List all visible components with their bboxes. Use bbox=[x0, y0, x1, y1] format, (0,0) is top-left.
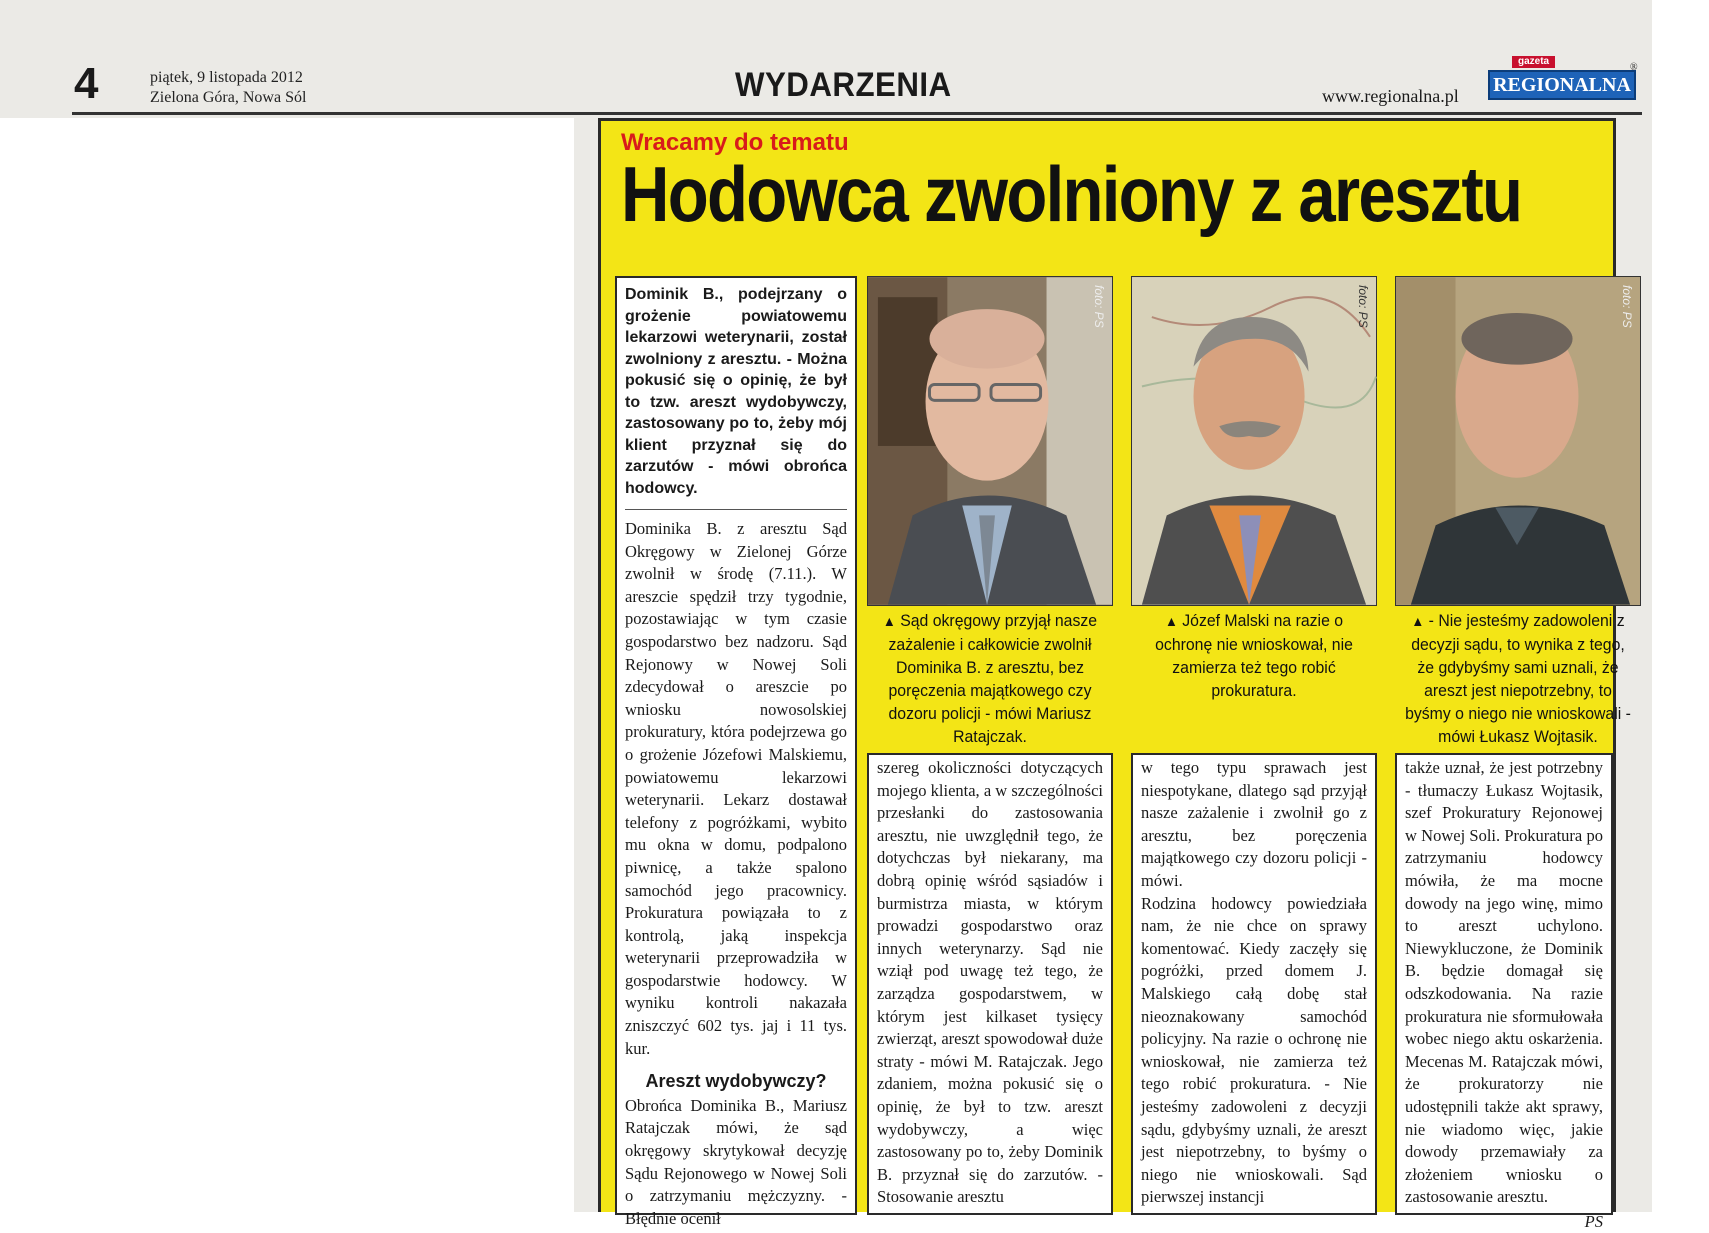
photo-credit: foto: PS bbox=[1356, 285, 1370, 328]
subheading: Areszt wydobywczy? bbox=[645, 1071, 827, 1092]
registered-mark: ® bbox=[1630, 62, 1638, 73]
column-1 bbox=[615, 276, 857, 1228]
photo-caption bbox=[876, 609, 1105, 748]
newspaper-logo bbox=[1488, 56, 1636, 102]
section-title: WYDARZENIA bbox=[735, 66, 952, 104]
photo-caption bbox=[1140, 609, 1369, 702]
photo-caption bbox=[1404, 609, 1633, 748]
portrait-image bbox=[1132, 277, 1376, 605]
caption-text: Sąd okręgowy przyjął nasze zażalenie i całkowicie zwolnił Dominika B. z aresztu, bez poręczenia majątkowego czy dozoru policji - mówi Mariusz Ratajczak. bbox=[888, 611, 1098, 746]
page-number: 4 bbox=[74, 59, 99, 108]
author-signature: PS bbox=[1584, 1211, 1603, 1231]
triangle-marker-icon: ▲ bbox=[1164, 613, 1178, 629]
logo-main-text: REGIONALNA bbox=[1488, 70, 1636, 100]
triangle-marker-icon: ▲ bbox=[882, 613, 896, 629]
photo-credit: foto: PS bbox=[1620, 285, 1634, 328]
photo-jozef-malski bbox=[1131, 276, 1377, 606]
website-url: www.regionalna.pl bbox=[1322, 86, 1459, 106]
body-paragraph: w tego typu sprawach jest niespotykane, dlatego sąd przyjął nasze zażalenie i zwolnił go z aresztu, bez poręczenia majątkowego czy dozoru policji - mówi. bbox=[1141, 758, 1367, 890]
body-paragraph: Dominika B. z aresztu Sąd Okręgowy w Zielonej Górze zwolnił w środę (7.11.). W areszcie spędził trzy tygodnie, pozostawiając w tym czasie gospodarstwo bez nadzoru. Sąd Rejonowy w Nowej Soli zdecydował o areszcie po wniosku nowosolskiej prokuratury, która podejrzewa go o grożenie Józefowi Malskiemu, powiatowemu lekarzowi weterynarii. Lekarz dostawał telefony z pogróżkami, wybito mu okna w domu, podpalono piwnicę, a także spalono samochód jego pracownicy. Prokuratura powiązała to z kontrolą, jaką inspekcja weterynarii przeprowadziła w gospodarstwie hodowcy. W wyniku kontroli nakazała zniszczyć 602 tys. jaj i 11 tys. kur. bbox=[625, 519, 847, 1058]
header-rule bbox=[72, 112, 1642, 115]
body-paragraph: Rodzina hodowcy powiedziała nam, że nie chce on sprawy komentować. Kiedy zaczęły się pogróżki, przed domem J. Malskiego całą dobę stał nieoznakowany samochód policyjny. Na razie o ochronę nie wnioskował, nie zamierza też tego robić prokuratura. - Nie jesteśmy zadowoleni z decyzji sądu, gdybyśmy uznali, że areszt jest niepotrzebny, to byśmy o niego nie wnioskowali. Sąd pierwszej instancji bbox=[1141, 893, 1367, 1207]
article-box bbox=[598, 118, 1634, 1231]
column-2 bbox=[867, 753, 1113, 1215]
portrait-image bbox=[868, 277, 1112, 605]
caption-text: Józef Malski na razie o ochronę nie wnioskował, nie zamierza też tego robić prokuratura. bbox=[1155, 611, 1353, 700]
kicker: Wracamy do tematu bbox=[621, 129, 849, 156]
body-paragraph: szereg okoliczności dotyczących mojego klienta, a w szczególności przesłanki do zastosowania aresztu, nie uwzględnił tego, że dotychczas był niekarany, ma dobrą opinię wśród sąsiadów i burmistrza miasta, w którym prowadzi gospodarstwo oraz innych weterynarzy. Sąd nie wziął pod uwagę też tego, że zarządza gospodarstwem, w którym jest kilkaset tysięcy zwierząt, areszt spowodował duże straty - mówi M. Ratajczak. Jego zdaniem, można pokusić się o opinię, że był to tzw. areszt wydobywczy, a więc zastosowany po to, żeby Dominik B. przyznał się do zarzutów. - Stosowanie aresztu bbox=[877, 758, 1103, 1207]
photo-lukasz-wojtasik bbox=[1395, 276, 1641, 606]
logo-small-text: gazeta bbox=[1512, 56, 1555, 68]
triangle-marker-icon: ▲ bbox=[1411, 613, 1425, 629]
photo-mariusz-ratajczak bbox=[867, 276, 1113, 606]
location: Zielona Góra, Nowa Sól bbox=[150, 89, 307, 106]
caption-text: - Nie jesteśmy zadowoleni z decyzji sądu, to wynika z tego, że gdybyśmy sami uznali, że areszt jest niepotrzebny, to byśmy o niego nie wnioskowali - mówi Łukasz Wojtasik. bbox=[1405, 611, 1631, 746]
dateline bbox=[150, 68, 306, 108]
photo-credit: foto: PS bbox=[1092, 285, 1106, 328]
body-paragraph: także uznał, że jest potrzebny - tłumaczy Łukasz Wojtasik, szef Prokuratury Rejonowej w Nowej Soli. Prokuratura po zatrzymaniu hodowcy mówiła, że ma mocne dowody na jego winę, mimo to areszt uchylono. Niewykluczone, że Dominik B. będzie domagał się odszkodowania. Na razie prokuratura nie sformułowała wobec niego aktu oskarżenia. Mecenas M. Ratajczak mówi, że prokuratorzy nie udostępnili także akt sprawy, nie wiadomo więc, jakie dowody przemawiały za złożeniem wniosku o zastosowanie aresztu. bbox=[1405, 758, 1603, 1207]
column-4 bbox=[1395, 753, 1613, 1231]
column-3 bbox=[1131, 753, 1377, 1215]
headline: Hodowca zwolniony z aresztu bbox=[621, 150, 1522, 238]
body-paragraph: Obrońca Dominika B., Mariusz Ratajczak mówi, że sąd okręgowy skrytykował decyzję Sądu Rejonowego w Nowej Soli o zatrzymaniu mężczyzny. - Błędnie ocenił bbox=[625, 1095, 847, 1228]
portrait-image bbox=[1396, 277, 1640, 605]
date: piątek, 9 listopada 2012 bbox=[150, 69, 303, 86]
lead-paragraph: Dominik B., podejrzany o grożenie powiatowemu lekarzowi weterynarii, został zwolniony z aresztu. - Można pokusić się o opinię, że był to tzw. areszt wydobywczy, zastosowany po to, żeby mój klient przyznał się do zarzutów - mówi obrońca hodowcy. bbox=[625, 284, 847, 510]
